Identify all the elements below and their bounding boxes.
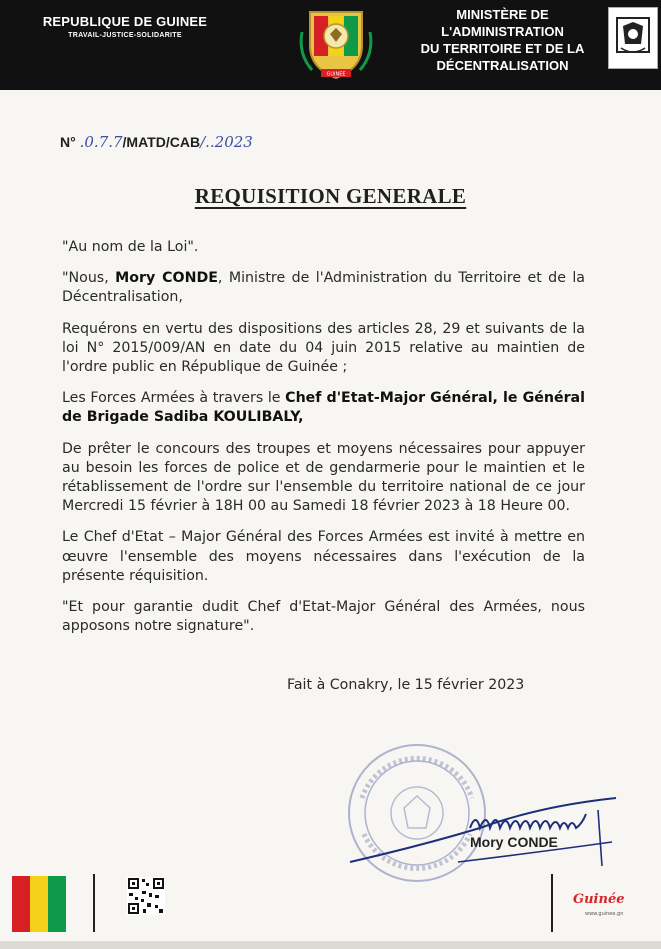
paragraph-forces-start: Les Forces Armées à travers le	[62, 390, 286, 407]
paragraph-mission: De prêter le concours des troupes et moyens nécessaires pour appuyer au besoin les forces de police et de gendarmerie pour le maintien et le rétablissement de l'ordre sur l'ensemble du territoire national de ce jour Mercredi 15 février à 18H 00 au Samedi 18 février 2023 à 18 Heure 00.	[62, 440, 585, 515]
guinea-flag	[12, 876, 66, 932]
guinee-brand-url: www.guinee.gn	[585, 911, 624, 917]
republic-block	[40, 14, 210, 39]
ministry-line-2: DU TERRITOIRE ET DE LA	[420, 41, 585, 56]
paragraph-minister-end: , Ministre de l'Administration du Territoire et de la Décentralisation,	[62, 270, 585, 306]
paragraph-guarantee: "Et pour garantie dudit Chef d'Etat-Major Général des Armées, nous apposons notre signature".	[62, 599, 585, 635]
paragraph-minister	[62, 269, 585, 307]
handwritten-signature-icon	[340, 770, 630, 880]
qr-code-icon	[127, 877, 165, 915]
reference-handwritten-year: /..2023	[200, 133, 253, 151]
letterhead	[0, 0, 661, 90]
guinea-emblem-icon	[296, 2, 376, 84]
document-body	[62, 238, 585, 648]
reference-number	[60, 133, 253, 151]
reference-handwritten-number: .0.7.7	[79, 133, 123, 151]
republic-title: REPUBLIQUE DE GUINEE	[42, 14, 208, 29]
paragraph-legal-basis: Requérons en vertu des dispositions des articles 28, 29 et suivants de la loi N° 2015/009/AN en date du 04 juin 2015 relative au maintien de l'ordre public en République de Guinée ;	[62, 320, 585, 376]
paragraph-forces	[62, 389, 585, 427]
ministry-line-3: DÉCENTRALISATION	[436, 58, 569, 73]
footer-divider-left	[93, 874, 95, 932]
flag-red-stripe	[12, 876, 30, 932]
chief-of-staff: Chef d'Etat-Major Général, le Général de Brigade Sadiba KOULIBALY,	[62, 390, 585, 426]
reference-prefix: N°	[60, 134, 80, 150]
flag-yellow-stripe	[30, 876, 48, 932]
flag-green-stripe	[48, 876, 66, 932]
place-and-date: Fait à Conakry, le 15 février 2023	[287, 677, 525, 693]
page-bottom-edge	[0, 941, 661, 949]
document-title	[0, 184, 661, 209]
paragraph-minister-start: "Nous,	[62, 270, 116, 287]
ministry-logo-icon	[608, 7, 658, 69]
ministry-line-1: MINISTÈRE DE L'ADMINISTRATION	[441, 7, 564, 39]
reference-code: /MATD/CAB	[122, 134, 201, 150]
republic-motto: TRAVAIL-JUSTICE-SOLIDARITE	[68, 32, 182, 39]
minister-name: Mory CONDE	[115, 270, 218, 287]
ministry-block	[400, 6, 605, 74]
paragraph-invocation: "Au nom de la Loi".	[62, 239, 199, 255]
signer-name: Mory CONDE	[470, 834, 558, 850]
footer-divider-right	[551, 874, 553, 932]
paragraph-execution: Le Chef d'Etat – Major Général des Forces Armées est invité à mettre en œuvre l'ensemble des moyens nécessaires dans l'exécution de la présente réquisition.	[62, 529, 585, 584]
emblem-banner: GUINEE	[326, 71, 346, 78]
document-title-text: REQUISITION GENERALE	[194, 184, 467, 208]
guinee-brand-logo: Guinée	[573, 892, 625, 907]
